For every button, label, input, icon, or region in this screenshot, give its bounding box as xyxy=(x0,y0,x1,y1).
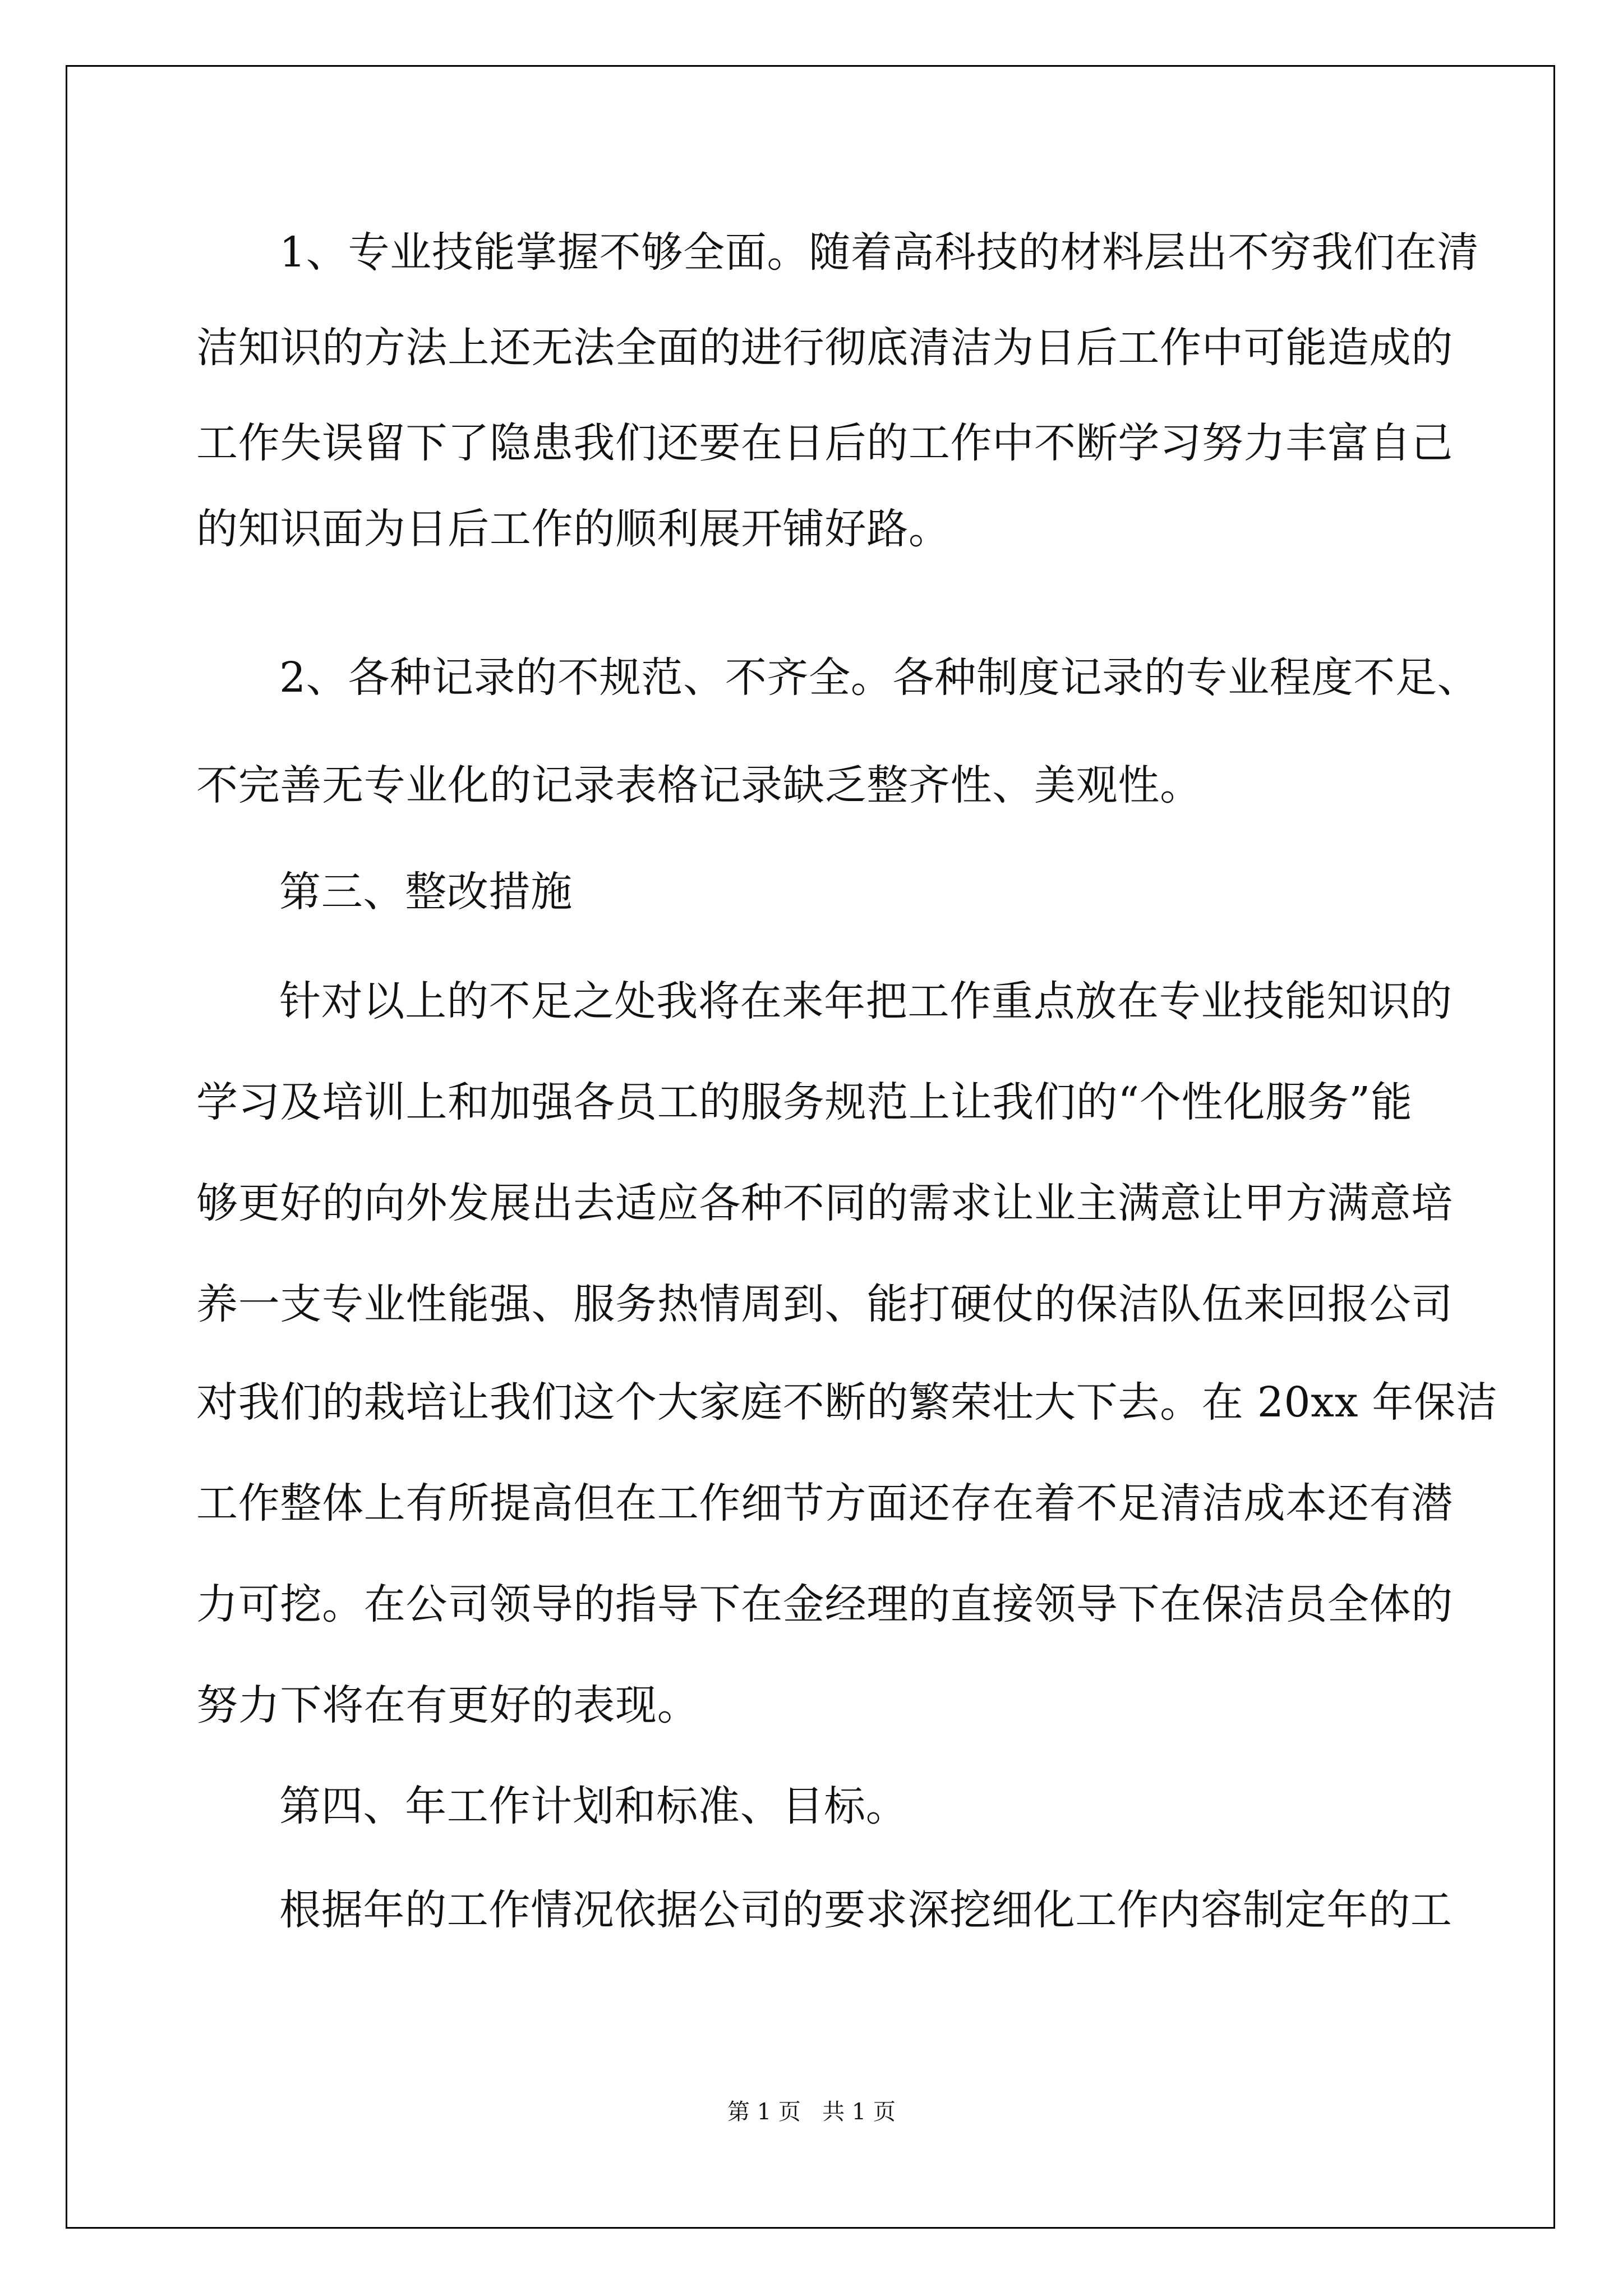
body-text-line: 1、专业技能掌握不够全面。随着高科技的材料层出不穷我们在清 xyxy=(279,228,1479,277)
body-text-line: 努力下将在有更好的表现。 xyxy=(196,1681,699,1729)
section-heading: 第四、年工作计划和标准、目标。 xyxy=(279,1782,908,1830)
body-text-line: 力可挖。在公司领导的指导下在金经理的直接领导下在保洁员全体的 xyxy=(196,1580,1453,1628)
body-text-line: 工作失误留下了隐患我们还要在日后的工作中不断学习努力丰富自己 xyxy=(196,419,1453,467)
body-text-line: 够更好的向外发展出去适应各种不同的需求让业主满意让甲方满意培 xyxy=(196,1179,1453,1227)
body-text-line: 洁知识的方法上还无法全面的进行彻底清洁为日后工作中可能造成的 xyxy=(196,324,1453,372)
body-text-line: 的知识面为日后工作的顺利展开铺好路。 xyxy=(196,505,951,553)
section-heading: 第三、整改措施 xyxy=(279,868,573,916)
body-text-line: 不完善无专业化的记录表格记录缺乏整齐性、美观性。 xyxy=(196,761,1202,809)
body-text-line: 2、各种记录的不规范、不齐全。各种制度记录的专业程度不足、 xyxy=(279,654,1479,702)
body-text-line: 工作整体上有所提高但在工作细节方面还存在着不足清洁成本还有潜 xyxy=(196,1479,1453,1527)
body-text-line: 学习及培训上和加强各员工的服务规范上让我们的“个性化服务”能 xyxy=(196,1078,1413,1126)
page-footer: 第 1 页 共 1 页 xyxy=(727,2099,896,2125)
body-text-line: 根据年的工作情况依据公司的要求深挖细化工作内容制定年的工 xyxy=(279,1886,1453,1934)
body-text-line: 对我们的栽培让我们这个大家庭不断的繁荣壮大下去。在 20xx 年保洁 xyxy=(196,1378,1498,1427)
body-text-line: 针对以上的不足之处我将在来年把工作重点放在专业技能知识的 xyxy=(279,977,1453,1025)
body-text-line: 养一支专业性能强、服务热情周到、能打硬仗的保洁队伍来回报公司 xyxy=(196,1280,1453,1328)
